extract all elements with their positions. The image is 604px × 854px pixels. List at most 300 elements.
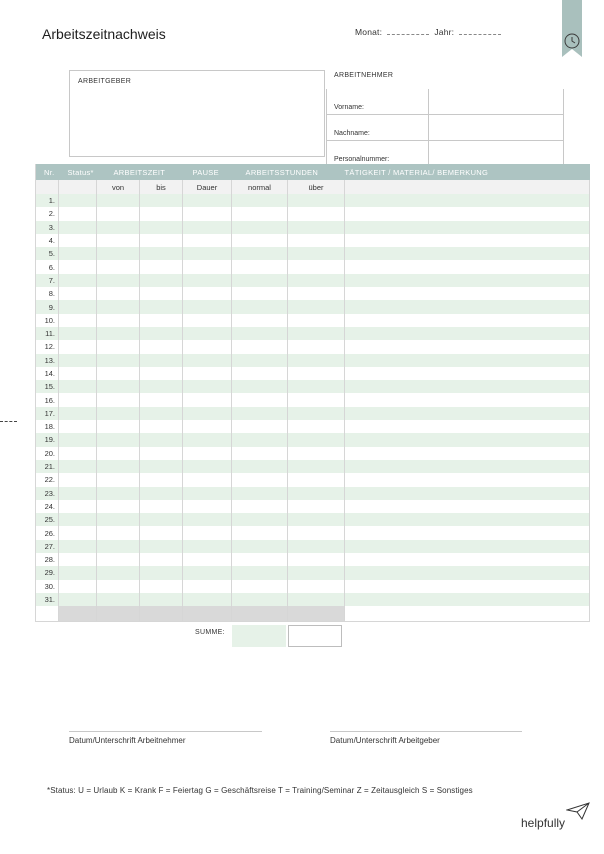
entry-cell[interactable] [288,553,345,566]
row-number: 24. [36,500,59,513]
fold-mark [0,421,17,422]
entry-cell[interactable] [288,473,345,486]
entry-cell[interactable] [232,300,288,313]
entry-cell[interactable] [232,407,288,420]
entry-cell[interactable] [97,420,140,433]
entry-cell[interactable] [345,380,590,393]
entry-cell[interactable] [183,420,232,433]
row-number: 20. [36,447,59,460]
entry-cell[interactable] [97,473,140,486]
entry-cell[interactable] [288,500,345,513]
entry-cell[interactable] [288,247,345,260]
table-row [36,247,590,260]
entry-cell[interactable] [140,593,183,606]
entry-cell[interactable] [97,234,140,247]
timesheet-body [36,194,590,606]
entry-cell[interactable] [232,593,288,606]
subheader-normal: normal [232,180,288,194]
entry-cell[interactable] [345,393,590,406]
entry-cell[interactable] [183,287,232,300]
entry-cell[interactable] [140,460,183,473]
month-label: Monat: [355,27,383,37]
entry-cell[interactable] [345,327,590,340]
employer-box[interactable] [69,70,325,157]
entry-cell[interactable] [232,566,288,579]
entry-cell[interactable] [232,194,288,207]
entry-cell[interactable] [97,513,140,526]
entry-cell[interactable] [288,460,345,473]
entry-cell[interactable] [140,513,183,526]
entry-cell[interactable] [97,593,140,606]
entry-cell[interactable] [345,487,590,500]
entry-cell[interactable] [140,300,183,313]
entry-cell[interactable] [59,526,97,539]
entry-cell[interactable] [140,420,183,433]
entry-cell[interactable] [59,593,97,606]
subheader-overtime: über [288,180,345,194]
entry-cell[interactable] [140,234,183,247]
entry-cell[interactable] [345,274,590,287]
entry-cell[interactable] [345,580,590,593]
entry-cell[interactable] [59,260,97,273]
entry-cell[interactable] [97,314,140,327]
entry-cell[interactable] [183,247,232,260]
entry-cell[interactable] [288,420,345,433]
entry-cell[interactable] [345,367,590,380]
entry-cell[interactable] [183,580,232,593]
table-row [36,367,590,380]
entry-cell[interactable] [345,287,590,300]
entry-cell[interactable] [345,194,590,207]
total-cell [36,606,59,621]
entry-cell[interactable] [59,354,97,367]
entry-cell[interactable] [288,593,345,606]
entry-cell[interactable] [232,247,288,260]
employee-signature-line[interactable] [69,731,262,732]
header-status: Status* [59,164,97,180]
entry-cell[interactable] [288,221,345,234]
entry-cell[interactable] [59,247,97,260]
row-number: 1. [36,194,59,207]
entry-cell[interactable] [288,300,345,313]
table-row [36,553,590,566]
entry-cell[interactable] [97,287,140,300]
entry-cell[interactable] [183,300,232,313]
entry-cell[interactable] [288,354,345,367]
entry-cell[interactable] [345,526,590,539]
entry-cell[interactable] [288,526,345,539]
entry-cell[interactable] [232,393,288,406]
entry-cell[interactable] [183,367,232,380]
entry-cell[interactable] [140,274,183,287]
entry-cell[interactable] [345,407,590,420]
entry-cell[interactable] [140,380,183,393]
entry-cell[interactable] [232,487,288,500]
entry-cell[interactable] [59,433,97,446]
entry-cell[interactable] [97,274,140,287]
entry-cell[interactable] [183,447,232,460]
header-break: PAUSE [183,164,232,180]
entry-cell[interactable] [232,420,288,433]
entry-cell[interactable] [59,513,97,526]
header-activity: TÄTIGKEIT / MATERIAL/ BEMERKUNG [345,164,590,180]
total-cell [288,606,345,621]
header-row-sub [36,180,590,194]
entry-cell[interactable] [183,340,232,353]
entry-cell[interactable] [59,487,97,500]
entry-cell[interactable] [232,340,288,353]
entry-cell[interactable] [232,433,288,446]
brand-name: helpfully [521,816,566,830]
entry-cell[interactable] [288,340,345,353]
table-row [36,327,590,340]
entry-cell[interactable] [183,380,232,393]
entry-cell[interactable] [288,540,345,553]
entry-cell[interactable] [232,367,288,380]
entry-cell[interactable] [97,580,140,593]
entry-cell[interactable] [345,247,590,260]
entry-cell[interactable] [345,207,590,220]
entry-cell[interactable] [59,580,97,593]
entry-cell[interactable] [59,194,97,207]
row-number: 13. [36,354,59,367]
entry-cell[interactable] [232,207,288,220]
entry-cell[interactable] [288,194,345,207]
entry-cell[interactable] [140,407,183,420]
entry-cell[interactable] [232,447,288,460]
entry-cell[interactable] [140,433,183,446]
entry-cell[interactable] [288,274,345,287]
entry-cell[interactable] [59,447,97,460]
entry-cell[interactable] [97,433,140,446]
table-row [36,221,590,234]
entry-cell[interactable] [232,540,288,553]
entry-cell[interactable] [140,367,183,380]
entry-cell[interactable] [59,553,97,566]
row-number: 4. [36,234,59,247]
entry-cell[interactable] [183,513,232,526]
entry-cell[interactable] [140,566,183,579]
row-number: 29. [36,566,59,579]
entry-cell[interactable] [288,207,345,220]
entry-cell[interactable] [140,487,183,500]
entry-cell[interactable] [140,314,183,327]
table-row [36,407,590,420]
entry-cell[interactable] [288,234,345,247]
firstname-field[interactable] [429,89,564,115]
entry-cell[interactable] [288,447,345,460]
table-row [36,260,590,273]
row-number: 15. [36,380,59,393]
entry-cell[interactable] [183,393,232,406]
entry-cell[interactable] [59,327,97,340]
entry-cell[interactable] [345,420,590,433]
entry-cell[interactable] [183,566,232,579]
lastname-label: Nachname: [327,115,429,141]
entry-cell[interactable] [59,566,97,579]
entry-cell[interactable] [183,274,232,287]
entry-cell[interactable] [183,194,232,207]
entry-cell[interactable] [183,526,232,539]
entry-cell[interactable] [140,287,183,300]
entry-cell[interactable] [232,553,288,566]
entry-cell[interactable] [183,234,232,247]
entry-cell[interactable] [288,487,345,500]
entry-cell[interactable] [288,367,345,380]
entry-cell[interactable] [140,327,183,340]
entry-cell[interactable] [183,327,232,340]
month-blank[interactable] [387,27,429,35]
entry-cell[interactable] [59,540,97,553]
entry-cell[interactable] [232,354,288,367]
table-row [36,447,590,460]
entry-cell[interactable] [288,407,345,420]
entry-cell[interactable] [183,433,232,446]
year-blank[interactable] [459,27,501,35]
entry-cell[interactable] [97,447,140,460]
entry-cell[interactable] [97,367,140,380]
subheader-duration: Dauer [183,180,232,194]
row-number: 22. [36,473,59,486]
entry-cell[interactable] [59,473,97,486]
entry-cell[interactable] [97,221,140,234]
entry-cell[interactable] [59,234,97,247]
entry-cell[interactable] [59,380,97,393]
table-row [36,566,590,579]
entry-cell[interactable] [232,221,288,234]
entry-cell[interactable] [345,447,590,460]
entry-cell[interactable] [140,540,183,553]
entry-cell[interactable] [183,354,232,367]
row-number: 25. [36,513,59,526]
table-row [36,194,590,207]
row-number: 12. [36,340,59,353]
table-row [36,487,590,500]
entry-cell[interactable] [183,473,232,486]
entry-cell[interactable] [288,580,345,593]
table-row [36,540,590,553]
table-row [36,580,590,593]
entry-cell[interactable] [59,221,97,234]
entry-cell[interactable] [232,513,288,526]
entry-cell[interactable] [183,487,232,500]
total-cell [140,606,183,621]
entry-cell[interactable] [97,407,140,420]
entry-cell[interactable] [183,540,232,553]
entry-cell[interactable] [183,553,232,566]
total-cell [97,606,140,621]
entry-cell[interactable] [345,433,590,446]
entry-cell[interactable] [288,433,345,446]
entry-cell[interactable] [183,460,232,473]
entry-cell[interactable] [345,314,590,327]
entry-cell[interactable] [140,207,183,220]
employee-table [326,89,564,167]
entry-cell[interactable] [288,327,345,340]
entry-cell[interactable] [97,354,140,367]
entry-cell[interactable] [183,221,232,234]
employer-signature-line[interactable] [330,731,522,732]
entry-cell[interactable] [140,247,183,260]
entry-cell[interactable] [183,314,232,327]
entry-cell[interactable] [345,300,590,313]
entry-cell[interactable] [140,526,183,539]
entry-cell[interactable] [183,407,232,420]
entry-cell[interactable] [232,260,288,273]
entry-cell[interactable] [345,540,590,553]
entry-cell[interactable] [345,593,590,606]
entry-cell[interactable] [232,234,288,247]
entry-cell[interactable] [140,580,183,593]
entry-cell[interactable] [183,500,232,513]
entry-cell[interactable] [97,540,140,553]
entry-cell[interactable] [140,354,183,367]
entry-cell[interactable] [59,300,97,313]
entry-cell[interactable] [97,380,140,393]
personnel-number-field[interactable] [429,141,564,167]
employer-signature-label: Datum/Unterschrift Arbeitgeber [330,736,440,745]
subheader-nr [36,180,59,194]
entry-cell[interactable] [59,460,97,473]
row-number: 16. [36,393,59,406]
entry-cell[interactable] [345,460,590,473]
entry-cell[interactable] [232,580,288,593]
entry-cell[interactable] [232,287,288,300]
lastname-field[interactable] [429,115,564,141]
entry-cell[interactable] [97,194,140,207]
document-title: Arbeitszeitnachweis [42,26,166,42]
entry-cell[interactable] [97,260,140,273]
entry-cell[interactable] [288,287,345,300]
row-number: 2. [36,207,59,220]
header-row-top [36,164,590,180]
entry-cell[interactable] [183,207,232,220]
entry-cell[interactable] [345,553,590,566]
entry-cell[interactable] [288,260,345,273]
entry-cell[interactable] [59,393,97,406]
entry-cell[interactable] [183,593,232,606]
entry-cell[interactable] [59,367,97,380]
entry-cell[interactable] [232,473,288,486]
total-cell [232,606,288,621]
entry-cell[interactable] [97,327,140,340]
entry-cell[interactable] [97,526,140,539]
employee-signature-label: Datum/Unterschrift Arbeitnehmer [69,736,186,745]
entry-cell[interactable] [59,500,97,513]
entry-cell[interactable] [345,221,590,234]
entry-cell[interactable] [140,553,183,566]
table-row [36,460,590,473]
entry-cell[interactable] [97,247,140,260]
employer-label: ARBEITGEBER [78,78,132,85]
entry-cell[interactable] [345,354,590,367]
entry-cell[interactable] [345,340,590,353]
entry-cell[interactable] [140,194,183,207]
row-number: 31. [36,593,59,606]
entry-cell[interactable] [345,500,590,513]
entry-cell[interactable] [288,314,345,327]
subheader-from: von [97,180,140,194]
entry-cell[interactable] [97,500,140,513]
table-row [36,274,590,287]
sum-overtime-field[interactable] [288,625,342,647]
entry-cell[interactable] [140,500,183,513]
entry-cell[interactable] [288,566,345,579]
timesheet-table [35,164,590,622]
entry-cell[interactable] [59,407,97,420]
entry-cell[interactable] [345,566,590,579]
entry-cell[interactable] [97,340,140,353]
entry-cell[interactable] [140,473,183,486]
entry-cell[interactable] [288,380,345,393]
entry-cell[interactable] [140,221,183,234]
entry-cell[interactable] [59,274,97,287]
entry-cell[interactable] [345,513,590,526]
entry-cell[interactable] [59,340,97,353]
table-row [36,287,590,300]
entry-cell[interactable] [97,553,140,566]
entry-cell[interactable] [97,207,140,220]
entry-cell[interactable] [232,274,288,287]
row-number: 3. [36,221,59,234]
sum-label: SUMME: [195,629,225,636]
entry-cell[interactable] [140,447,183,460]
employee-label: ARBEITNEHMER [334,72,394,79]
table-row [36,420,590,433]
header-work-time: ARBEITSZEIT [97,164,183,180]
entry-cell[interactable] [140,340,183,353]
entry-cell[interactable] [232,526,288,539]
entry-cell[interactable] [59,314,97,327]
entry-cell[interactable] [345,234,590,247]
entry-cell[interactable] [97,487,140,500]
personnel-number-label: Personalnummer: [327,141,429,167]
entry-cell[interactable] [97,566,140,579]
status-footnote: *Status: U = Urlaub K = Krank F = Feiertag G = Geschäftsreise T = Training/Seminar Z = Zeitausgleich S = Sonstiges [47,786,473,795]
entry-cell[interactable] [232,500,288,513]
table-row [36,433,590,446]
entry-cell[interactable] [183,260,232,273]
entry-cell[interactable] [97,393,140,406]
table-row [36,300,590,313]
firstname-label: Vorname: [327,89,429,115]
entry-cell[interactable] [232,327,288,340]
entry-cell[interactable] [345,473,590,486]
entry-cell[interactable] [232,314,288,327]
entry-cell[interactable] [345,260,590,273]
total-cell [345,606,590,621]
entry-cell[interactable] [59,207,97,220]
entry-cell[interactable] [97,460,140,473]
paper-plane-icon [566,801,590,821]
entry-cell[interactable] [59,287,97,300]
entry-cell[interactable] [140,393,183,406]
entry-cell[interactable] [288,513,345,526]
entry-cell[interactable] [59,420,97,433]
entry-cell[interactable] [232,460,288,473]
entry-cell[interactable] [232,380,288,393]
row-number: 27. [36,540,59,553]
entry-cell[interactable] [140,260,183,273]
row-number: 8. [36,287,59,300]
entry-cell[interactable] [288,393,345,406]
table-row [36,234,590,247]
table-row [36,513,590,526]
sum-normal-field[interactable] [232,625,286,647]
entry-cell[interactable] [97,300,140,313]
table-row [36,593,590,606]
table-row [36,207,590,220]
